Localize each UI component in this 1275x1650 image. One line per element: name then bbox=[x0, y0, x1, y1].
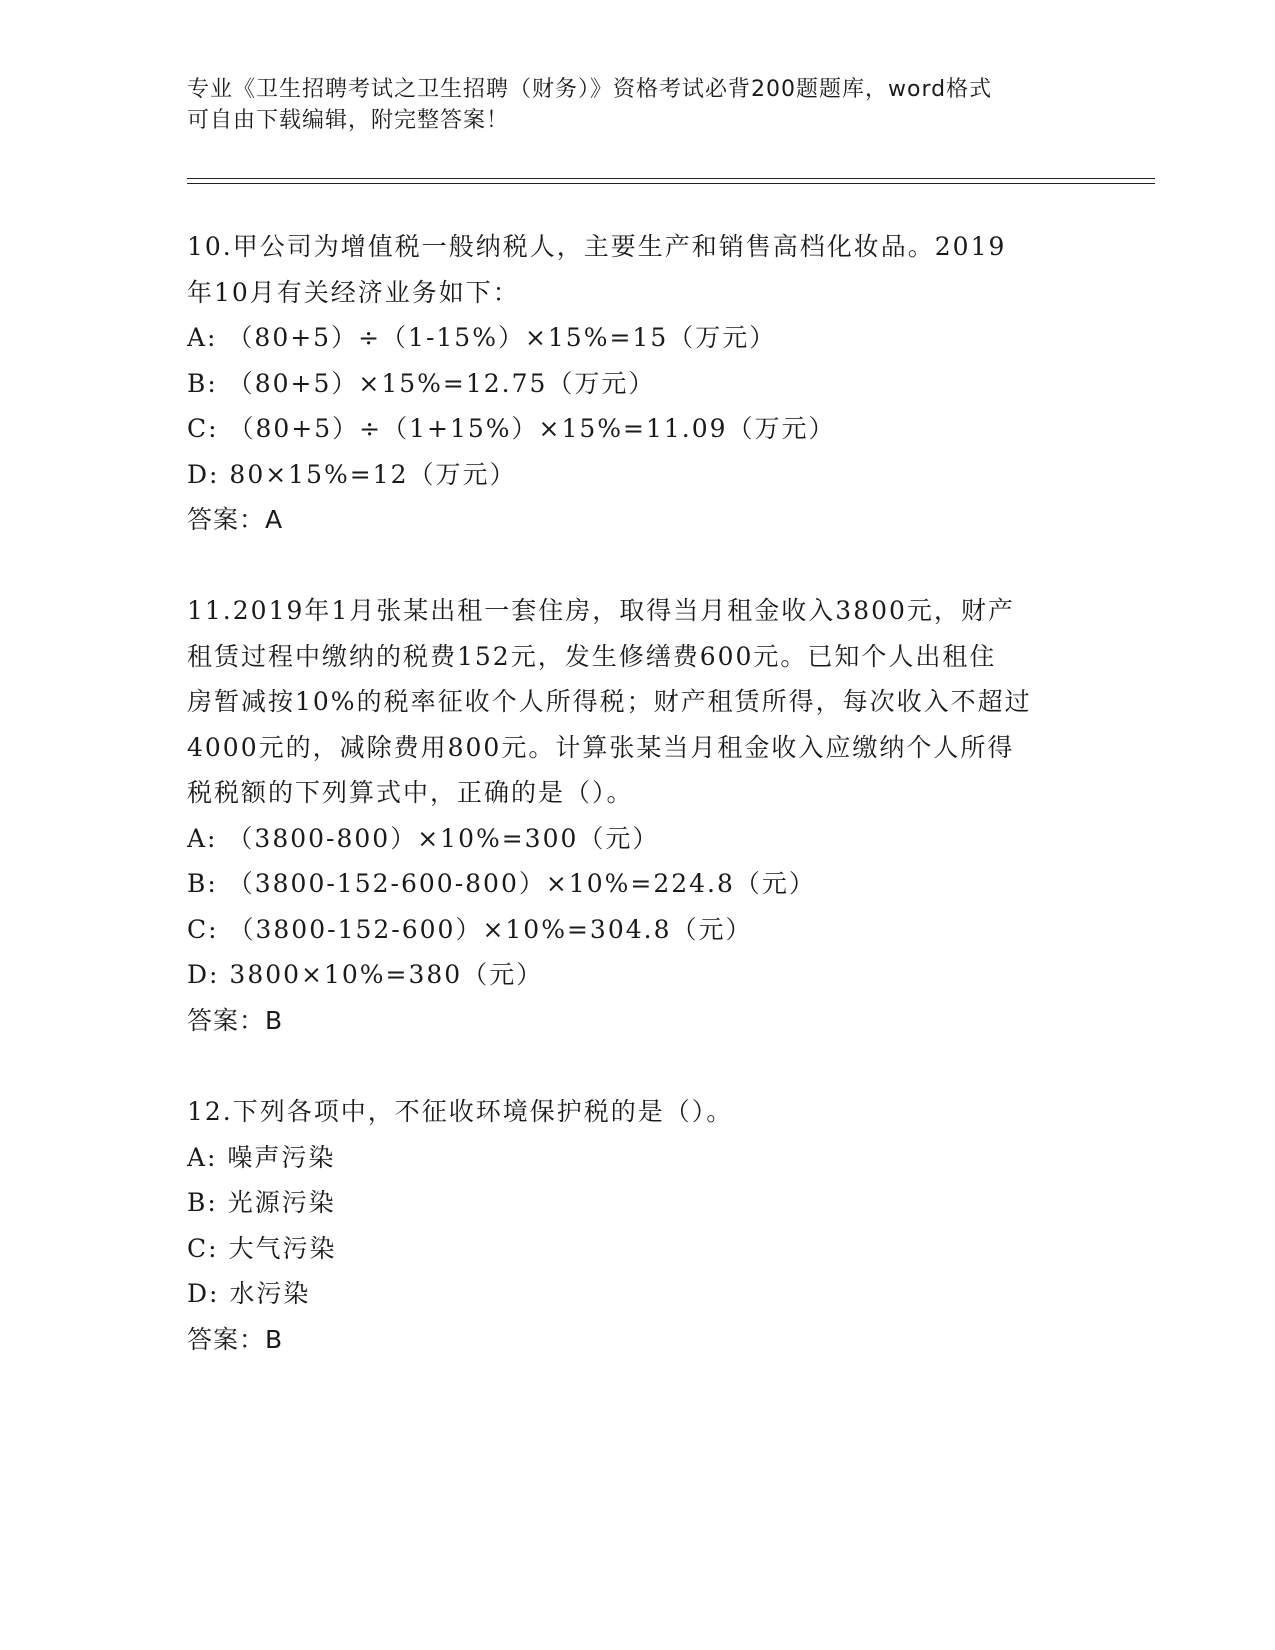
stem-line: 租赁过程中缴纳的税费152元，发生修缮费600元。已知个人出租住 bbox=[187, 641, 997, 671]
question-stem bbox=[187, 1089, 1087, 1135]
question-stem bbox=[187, 224, 1087, 315]
option-b: B: （3800-152-600-800）×10%=224.8（元） bbox=[187, 869, 816, 898]
header-line-1: 专业《卫生招聘考试之卫生招聘（财务）》资格考试必背200题题库，word格式 bbox=[187, 77, 993, 102]
question-11 bbox=[187, 588, 1087, 1043]
stem-line: 税税额的下列算式中，正确的是（）。 bbox=[187, 778, 634, 807]
question-stem bbox=[187, 588, 1087, 816]
stem-line: 12.下列各项中，不征收环境保护税的是（）。 bbox=[187, 1097, 734, 1126]
stem-line: 10.甲公司为增值税一般纳税人，主要生产和销售高档化妆品。2019 bbox=[187, 232, 1007, 261]
question-12 bbox=[187, 1089, 1087, 1362]
option-c: C: （80+5）÷（1+15%）×15%=11.09（万元） bbox=[187, 414, 836, 443]
option-d: D: 3800×10%=380（元） bbox=[187, 960, 544, 989]
option-c: C: （3800-152-600）×10%=304.8（元） bbox=[187, 914, 753, 944]
option-a: A: 噪声污染 bbox=[187, 1142, 336, 1172]
option-c: C: 大气污染 bbox=[187, 1233, 337, 1263]
option-a: A: （3800-800）×10%=300（元） bbox=[187, 823, 660, 853]
stem-line: 年10月有关经济业务如下： bbox=[187, 277, 520, 307]
document-header bbox=[187, 74, 1067, 136]
stem-line: 房暂减按10%的税率征收个人所得税；财产租赁所得，每次收入不超过 bbox=[187, 687, 1032, 716]
option-b: B: 光源污染 bbox=[187, 1188, 336, 1217]
option-a: A: （80+5）÷（1-15%）×15%=15（万元） bbox=[187, 323, 777, 352]
option-d: D: 水污染 bbox=[187, 1279, 311, 1308]
option-b: B: （80+5）×15%=12.75（万元） bbox=[187, 368, 656, 398]
stem-line: 4000元的，减除费用800元。计算张某当月租金收入应缴纳个人所得 bbox=[187, 732, 1015, 762]
answer: 答案：B bbox=[187, 1324, 284, 1354]
option-d: D: 80×15%=12（万元） bbox=[187, 459, 517, 489]
stem-line: 11.2019年1月张某出租一套住房，取得当月租金收入3800元，财产 bbox=[187, 596, 1015, 625]
header-divider-top bbox=[187, 178, 1155, 179]
question-10 bbox=[187, 224, 1087, 543]
answer: 答案：A bbox=[187, 505, 284, 534]
header-divider-bottom bbox=[187, 183, 1155, 184]
header-line-2: 可自由下载编辑，附完整答案！ bbox=[187, 108, 510, 133]
answer: 答案：B bbox=[187, 1005, 284, 1035]
